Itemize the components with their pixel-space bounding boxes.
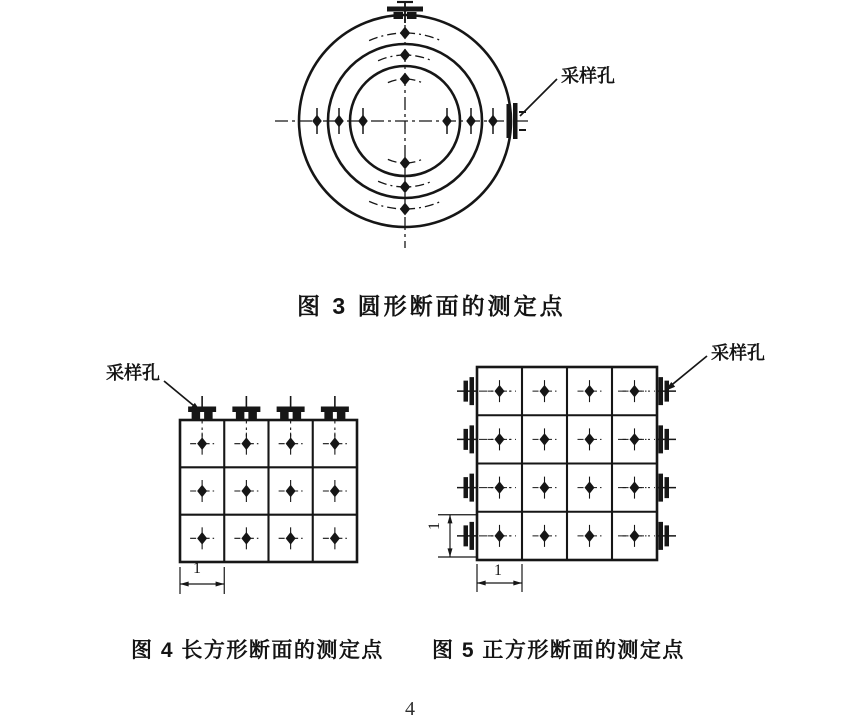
figure4-sampling-port-label: 采样孔 bbox=[106, 363, 160, 383]
figure4-rectangular-section-diagram bbox=[100, 355, 400, 605]
figure5-caption: 图 5 正方形断面的测定点 bbox=[432, 639, 685, 662]
figure5-bottom-dimension-label: 1 bbox=[494, 562, 502, 579]
figure4-caption: 图 4 长方形断面的测定点 bbox=[131, 639, 384, 662]
figure3-caption: 图 3 圆形断面的测定点 bbox=[297, 293, 566, 319]
page-number: 4 bbox=[405, 698, 415, 720]
figure3-circular-section-diagram bbox=[270, 0, 640, 262]
figure4-dimension-label: 1 bbox=[193, 560, 201, 577]
figure3-sampling-port-label: 采样孔 bbox=[561, 66, 615, 86]
figure5-sampling-port-label: 采样孔 bbox=[711, 343, 765, 363]
figure5-square-section-diagram bbox=[420, 340, 790, 604]
figure5-left-dimension-label: 1 bbox=[426, 522, 443, 530]
